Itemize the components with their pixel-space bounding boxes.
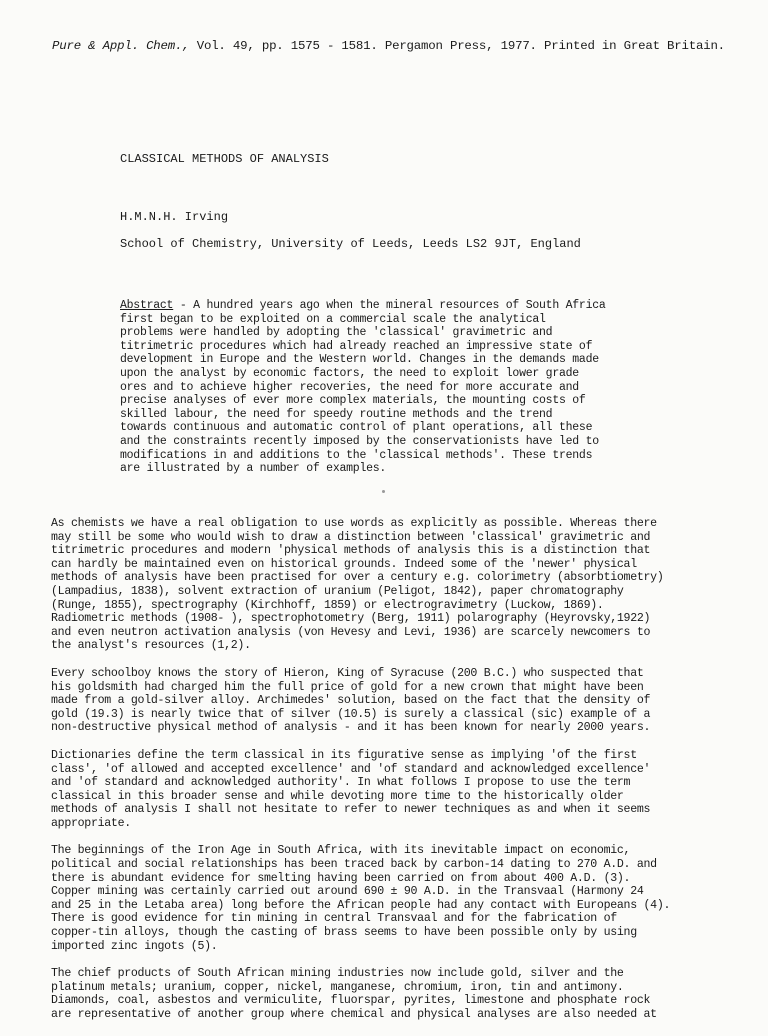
- abstract-line: Abstract - A hundred years ago when the mineral resources of South Africa: [120, 299, 606, 312]
- abstract-label: Abstract: [120, 299, 174, 312]
- text-line: The beginnings of the Iron Age in South Africa, with its inevitable impact on economic,: [51, 844, 631, 858]
- text-line: There is good evidence for tin mining in central Transvaal and for the fabrication of: [51, 912, 617, 926]
- text-line: political and social relationships has been traced back by carbon-14 dating to 270 A.D. and: [51, 858, 657, 872]
- text-line: Radiometric methods (1908- ), spectrophotometry (Berg, 1911) polarography (Heyrovsky,1922): [51, 612, 651, 626]
- abstract-line: titrimetric procedures which had already reached an impressive state of: [120, 339, 593, 353]
- abstract-line: precise analyses of ever more complex materials, the mounting costs of: [120, 394, 586, 408]
- text-line: methods of analysis have been practised for over a century e.g. colorimetry (absorbtiometry): [51, 571, 664, 585]
- text-line: titrimetric procedures and modern 'physical methods of analysis this is a distinction that: [51, 544, 651, 558]
- text-line: copper-tin alloys, though the casting of brass seems to have been possible only by using: [51, 926, 637, 940]
- journal-name: Pure & Appl. Chem.,: [52, 39, 190, 53]
- paragraph-intro: [51, 517, 731, 653]
- author-affiliation: School of Chemistry, University of Leeds, Leeds LS2 9JT, England: [120, 237, 581, 251]
- abstract-line: development in Europe and the Western world. Changes in the demands made: [120, 353, 599, 367]
- stray-mark: [382, 490, 385, 493]
- text-line: can hardly be maintained even on historical grounds. Indeed some of the 'newer' physical: [51, 557, 637, 571]
- abstract-line: problems were handled by adopting the 'classical' gravimetric and: [120, 326, 553, 340]
- text-line: appropriate.: [51, 816, 131, 830]
- abstract-block: [120, 299, 640, 476]
- body-text: [51, 517, 731, 1036]
- text-line: are representative of another group where chemical and physical analyses are also needed at: [51, 1008, 657, 1021]
- text-line: As chemists we have a real obligation to use words as explicitly as possible. Whereas there: [51, 517, 657, 530]
- text-line: his goldsmith had charged him the full price of gold for a new crown that might have been: [51, 680, 644, 694]
- paragraph-iron-age: [51, 844, 731, 953]
- text-line: The chief products of South African mining industries now include gold, silver and the: [51, 967, 624, 981]
- citation-details: Vol. 49, pp. 1575 - 1581. Pergamon Press, 1977. Printed in Great Britain.: [189, 39, 725, 53]
- text-line: imported zinc ingots (5).: [51, 939, 218, 953]
- text-line: Dictionaries define the term classical in its figurative sense as implying 'of the first: [51, 748, 637, 762]
- text-line: made from a gold-silver alloy. Archimedes' solution, based on the fact that the density of: [51, 694, 651, 708]
- text-line: Diamonds, coal, asbestos and vermiculite, fluorspar, pyrites, limestone and phosphate rock: [51, 994, 651, 1008]
- journal-header: [52, 39, 752, 53]
- article-title: CLASSICAL METHODS OF ANALYSIS: [120, 152, 329, 166]
- abstract-line: first began to be exploited on a commercial scale the analytical: [120, 312, 546, 326]
- text-line: the analyst's resources (1,2).: [51, 639, 251, 653]
- text-line: methods of analysis I shall not hesitate to refer to newer techniques as and when it seems: [51, 803, 651, 817]
- abstract-line: towards continuous and automatic control of plant operations, all these: [120, 421, 593, 435]
- text-line: Copper mining was certainly carried out around 690 ± 90 A.D. in the Transvaal (Harmony 24: [51, 885, 644, 899]
- paragraph-archimedes: [51, 667, 731, 735]
- text-line: classical in this broader sense and while devoting more time to the historically older: [51, 789, 624, 803]
- text-line: and 25 in the Letaba area) long before the African people had any contact with Europeans (4).: [51, 898, 671, 912]
- text-line: may still be some who would wish to draw a distinction between 'classical' gravimetric and: [51, 530, 651, 544]
- text-line: Every schoolboy knows the story of Hieron, King of Syracuse (200 B.C.) who suspected that: [51, 666, 644, 680]
- abstract-line: modifications in and additions to the 'classical methods'. These trends: [120, 448, 593, 462]
- text-line: and even neutron activation analysis (von Hevesy and Levi, 1936) are scarcely newcomers to: [51, 625, 651, 639]
- author-name: H.M.N.H. Irving: [120, 210, 229, 224]
- text-line: non-destructive physical method of analysis - and it has been known for nearly 2000 years.: [51, 721, 651, 735]
- abstract-line: upon the analyst by economic factors, the need to exploit lower grade: [120, 366, 579, 380]
- abstract-line: ores and to achieve higher recoveries, the need for more accurate and: [120, 380, 579, 394]
- text-line: and 'of standard and acknowledged authority'. In what follows I propose to use the term: [51, 776, 631, 790]
- abstract-line: are illustrated by a number of examples.: [120, 462, 387, 476]
- paragraph-mining-products: [51, 967, 731, 1021]
- paragraph-definition: [51, 749, 731, 831]
- text-line: platinum metals; uranium, copper, nickel, manganese, chromium, iron, tin and antimony.: [51, 980, 624, 994]
- text-line: class', 'of allowed and accepted excellence' and 'of standard and acknowledged excellence': [51, 762, 651, 776]
- text-line: gold (19.3) is nearly twice that of silver (10.5) is surely a classical (sic) example of a: [51, 707, 651, 721]
- abstract-line: skilled labour, the need for speedy routine methods and the trend: [120, 407, 553, 421]
- text-line: (Runge, 1855), spectrography (Kirchhoff, 1859) or electrogravimetry (Luckow, 1869).: [51, 598, 604, 612]
- abstract-line: and the constraints recently imposed by the conservationists have led to: [120, 434, 599, 448]
- text-line: there is abundant evidence for smelting having been carried on from about 400 A.D. (3).: [51, 871, 631, 885]
- text-line: (Lampadius, 1838), solvent extraction of uranium (Peligot, 1842), paper chromatography: [51, 584, 624, 598]
